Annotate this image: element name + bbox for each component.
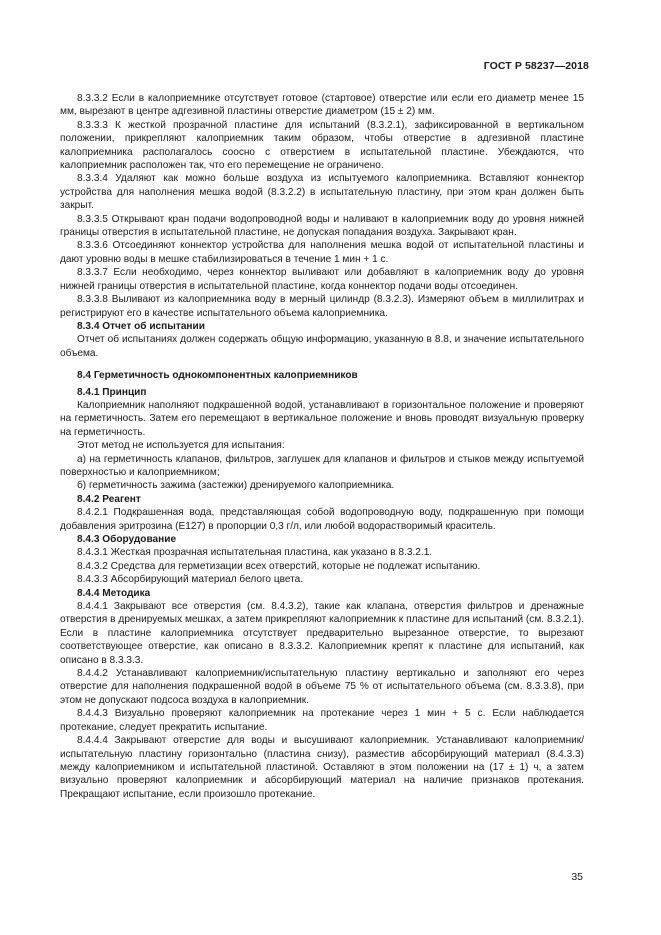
body-paragraph: 8.3.3.7 Если необходимо, через коннектор выливают или добавляют в калоприемник воду до уровня нижней границы отверстия в испытательной пластине, когда коннектор подачи воды отсоединен. — [60, 267, 584, 292]
major-section-heading: 8.4 Герметичность однокомпонентных калоприемников — [77, 370, 358, 382]
section-heading: 8.3.4 Отчет об испытании — [77, 320, 205, 332]
body-paragraph: б) герметичность зажима (застежки) дренируемого калоприемника. — [77, 480, 395, 492]
body-paragraph: 8.3.3.3 К жесткой прозрачной пластине для испытаний (8.3.2.1), зафиксированной в вертикальном положении, прикрепляют калоприемник таким образом, чтобы отверстие в адгезивной пластине калоприемника располагалось соосно с отверстием в испытательной пластине. Убеждаются, что калоприемник расположен так, что его перемещение не ограничено. — [60, 119, 584, 172]
body-paragraph: 8.3.3.8 Выливают из калоприемника воду в мерный цилиндр (8.3.2.3). Измеряют объем в миллилитрах и регистрируют его в качестве испытательного объема калоприемника. — [60, 294, 584, 319]
section-heading: 8.4.4 Методика — [77, 587, 151, 599]
section-heading: 8.4.1 Принцип — [77, 386, 147, 398]
document-body — [60, 92, 584, 801]
section-heading: 8.4.3 Оборудование — [77, 534, 177, 545]
body-paragraph: 8.3.3.4 Удаляют как можно больше воздуха из испытуемого калоприемника. Вставляют коннектор устройства для наполнения мешка водой (8.3.2.2) в испытательную пластину, при этом кран должен быть закрыт. — [60, 173, 584, 212]
body-paragraph: 8.4.2.1 Подкрашенная вода, представляющая собой водопроводную воду, подкрашенную при помощи добавления эритрозина (Е127) в пропорции 0,3 г/л, или любой водорастворимый краситель. — [60, 507, 584, 532]
body-paragraph: 8.4.3.3 Абсорбирующий материал белого цвета. — [77, 574, 304, 586]
body-paragraph: а) на герметичность клапанов, фильтров, заглушек для клапанов и фильтров и стыков между испытуемой поверхностью и калоприемником; — [60, 453, 584, 478]
body-paragraph: 8.3.3.2 Если в калоприемнике отсутствует готовое (стартовое) отверстие или если его диаметр менее 15 мм, вырезают в центре адгезивной пластины отверстие диаметром (15 ± 2) мм. — [60, 93, 584, 118]
body-paragraph: 8.4.4.3 Визуально проверяют калоприемник на протекание через 1 мин + 5 с. Если наблюдается протекание, следует прекратить испытание. — [60, 708, 584, 733]
body-paragraph: 8.3.3.6 Отсоединяют коннектор устройства для наполнения мешка водой от испытательной пластины и дают уровню воды в мешке стабилизироваться в течение 1 мин + 1 с. — [60, 240, 584, 265]
body-paragraph: Этот метод не используется для испытания: — [77, 440, 285, 452]
page-number: 35 — [571, 871, 583, 883]
body-paragraph: 8.4.3.1 Жесткая прозрачная испытательная пластина, как указано в 8.3.2.1. — [77, 547, 433, 559]
body-paragraph: 8.4.4.4 Закрывают отверстие для воды и высушивают калоприемник. Устанавливают калоприемник/испытательную пластину горизонтально (пластина снизу), разместив абсорбирующий материал (8.4.3.3) между калоприемником и испытательной пластиной. Оставляют в этом положении на (17 ± 1) ч, а затем визуально проверяют калоприемник и абсорбирующий материал на наличие признаков протекания. Прекращают испытание, если произошло протекание. — [60, 735, 584, 800]
document-standard-id: ГОСТ Р 58237—2018 — [483, 60, 589, 72]
body-paragraph: 8.4.4.2 Устанавливают калоприемник/испытательную пластину вертикально и заполняют его через отверстие для наполнения подкрашенной водой в объеме 75 % от испытательного объема (см. 8.3.3.8), при этом не допускают подсоса воздуха в калоприемник. — [60, 668, 584, 706]
section-heading: 8.4.2 Реагент — [77, 493, 141, 505]
body-paragraph: Отчет об испытаниях должен содержать общую информацию, указанную в 8.8, и значение испытательного объема. — [60, 334, 584, 359]
body-paragraph: 8.4.3.2 Средства для герметизации всех отверстий, которые не подлежат испытанию. — [77, 560, 481, 572]
body-paragraph: 8.3.3.5 Открывают кран подачи водопроводной воды и наливают в калоприемник воду до уровня нижней границы отверстия в испытательной пластине, не допуская попадания воздуха. Закрывают кран. — [60, 213, 584, 239]
body-paragraph: 8.4.4.1 Закрывают все отверстия (см. 8.4.3.2), такие как клапана, отверстия фильтров и дренажные отверстия в дренируемых мешках, а затем прикрепляют калоприемник к пластине для испытаний (см. 8.3.2.1). Если в пластине калоприемника отсутствует предварительно вырезанное отверстие, то вырезают соответствующее отверстие, как описано в 8.3.3.2. Калоприемник крепят к пластине для испытаний, как описано в 8.3.3.3. — [60, 601, 584, 666]
body-paragraph: Калоприемник наполняют подкрашенной водой, устанавливают в горизонтальное положение и проверяют на герметичность. Затем его перемещают в вертикальное положение и вновь проводят визуальную проверку на герметичность. — [60, 399, 584, 438]
